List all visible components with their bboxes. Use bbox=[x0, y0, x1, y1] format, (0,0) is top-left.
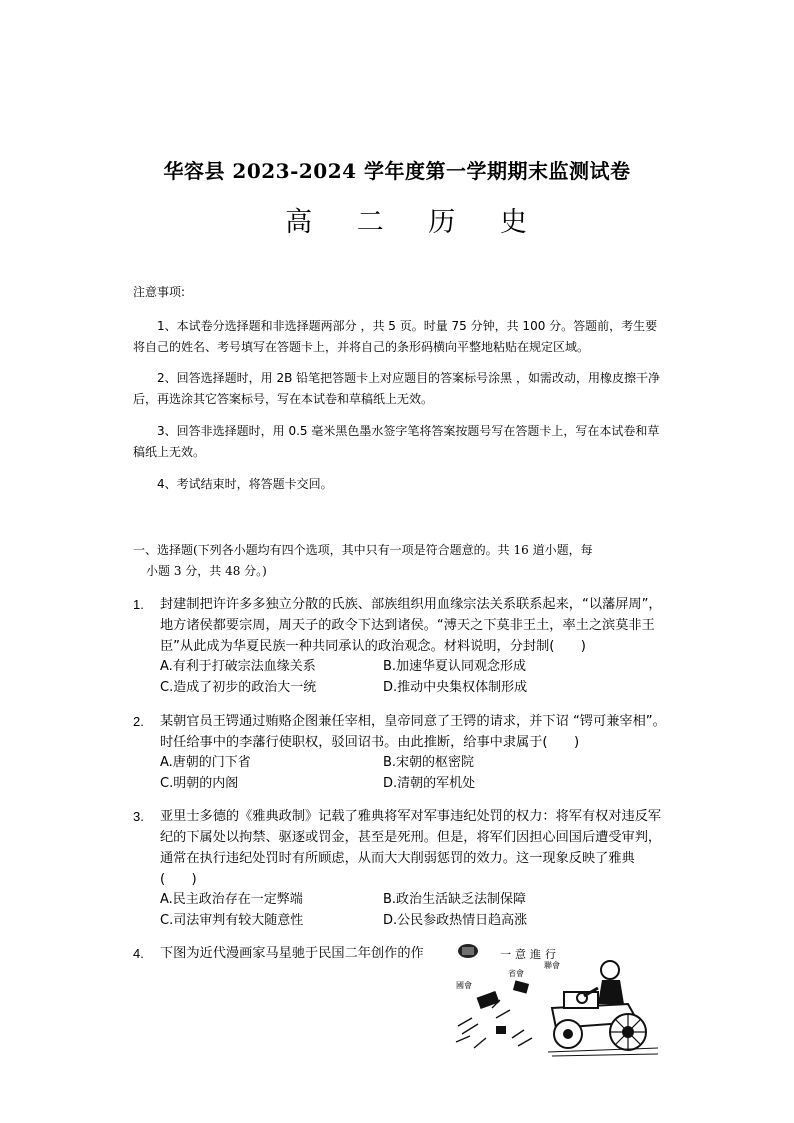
option-d: D.清朝的军机处 bbox=[383, 776, 476, 791]
cartoon-caption: 一意進行 bbox=[500, 948, 560, 961]
cartoon-label: 省會 bbox=[508, 969, 524, 978]
option-b: B.加速华夏认同观念形成 bbox=[383, 659, 527, 674]
seal-icon bbox=[458, 944, 478, 958]
option-c: C.司法审判有较大随意性 bbox=[160, 913, 304, 928]
option-b: B.宋朝的枢密院 bbox=[383, 755, 475, 770]
notice-item-4: 4、考试结束时，将答题卡交回。 bbox=[157, 477, 333, 491]
notice-item-1: 1、本试卷分选择题和非选择题两部分 ，共 5 页。时量 75 分钟，共 100 分。答题前，考生要将自己的姓名、考号填写在答题卡上，并将自己的条形码横向平整地粘贴在规定区域。 bbox=[133, 319, 658, 354]
notice-heading: 注意事项: bbox=[133, 285, 186, 299]
option-c: C.明朝的内阁 bbox=[160, 776, 239, 791]
section-line-1: 一、选择题(下列各小题均有四个选项，其中只有一项是符合题意的。共 16 道小题，每 bbox=[133, 543, 593, 557]
section-heading bbox=[133, 540, 663, 582]
question-number: 2. bbox=[133, 714, 144, 729]
question-stem: 下图为近代漫画家马星驰于民国二年创作的作 bbox=[160, 946, 424, 961]
option-a: A.民主政治存在一定弊端 bbox=[160, 892, 303, 907]
option-b: B.政治生活缺乏法制保障 bbox=[383, 892, 527, 907]
option-d: D.推动中央集权体制形成 bbox=[383, 680, 528, 695]
option-d: D.公民参政热情日趋高涨 bbox=[383, 913, 528, 928]
section-line-2: 小题 3 分，共 48 分。) bbox=[146, 564, 267, 578]
option-c: C.造成了初步的政治大一统 bbox=[160, 680, 317, 695]
question-stem: 封建制把许许多多独立分散的氏族、部族组织用血缘宗法关系联系起来，“以藩屏周”，地方诸侯都要宗周，周天子的政令下达到诸侯。“溥天之下莫非王土，率土之滨莫非王臣”从此成为华夏民族一种共同承认的政治观念。材料说明，分封制( ) bbox=[160, 597, 662, 654]
question-number: 1. bbox=[133, 597, 144, 612]
notice-item-2: 2、回答选择题时，用 2B 铅笔把答题卡上对应题目的答案标号涂黑 ，如需改动，用橡皮擦干净后，再选涂其它答案标号，写在本试卷和草稿纸上无效。 bbox=[133, 371, 660, 406]
option-a: A.有利于打破宗法血缘关系 bbox=[160, 659, 316, 674]
question-stem: 亚里士多德的《雅典政制》记载了雅典将军对军事违纪处罚的权力：将军有权对违反军纪的下属处以拘禁、驱逐或罚金，甚至是死刑。但是，将军们因担心回国后遭受审判，通常在执行违纪处罚时有所顾虑，从而大大削弱惩罚的效力。这一现象反映了雅典( ) bbox=[160, 809, 662, 887]
notice-item-3: 3、回答非选择题时，用 0.5 毫米黑色墨水签字笔将答案按题号写在答题卡上，写在本试卷和草稿纸上无效。 bbox=[133, 424, 660, 459]
cartoon-illustration bbox=[452, 938, 662, 1058]
question-number: 4. bbox=[133, 946, 144, 961]
cartoon-label: 國會 bbox=[456, 981, 472, 990]
exam-title: 华容县 2023-2024 学年度第一学期期末监测试卷 bbox=[163, 159, 631, 183]
subject-title: 高 二 历 史 bbox=[285, 207, 545, 238]
question-stem: 某朝官员王锷通过贿赂企图兼任宰相，皇帝同意了王锷的请求，并下诏 “锷可兼宰相”。时任给事中的李藩行使职权，驳回诏书。由此推断，给事中隶属于( ) bbox=[160, 714, 666, 750]
question-number: 3. bbox=[133, 809, 144, 824]
cartoon-label: 聯會 bbox=[544, 961, 560, 970]
option-a: A.唐朝的门下省 bbox=[160, 755, 251, 770]
